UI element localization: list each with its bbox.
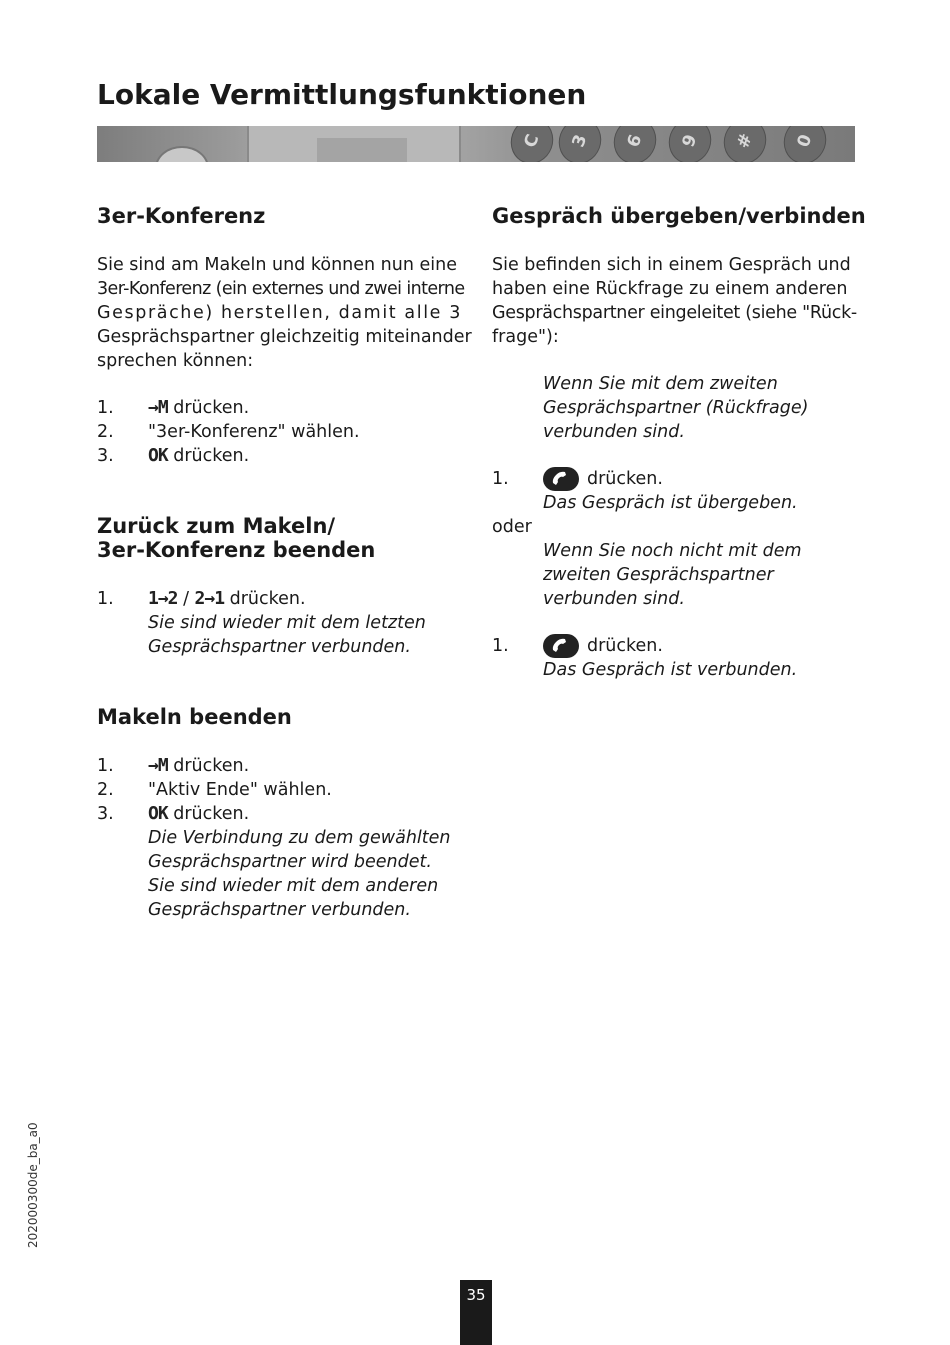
phone-key-9: 9 — [662, 126, 717, 162]
intro-line: Sie befinden sich in einem Gespräch und — [492, 255, 851, 275]
zurueck-step-1 — [148, 587, 306, 611]
step-number: 1. — [492, 469, 509, 489]
case-2-condition — [543, 539, 802, 611]
condition-line: Wenn Sie noch nicht mit dem — [543, 541, 802, 561]
intro-line: Gespräche) herstellen, damit alle 3 — [97, 303, 462, 323]
step-number: 2. — [97, 422, 114, 442]
step-text: drücken. — [167, 756, 250, 776]
document-code: 202000300de_ba_a0 — [26, 1122, 40, 1248]
intro-line: Gesprächspartner gleichzeitig miteinander — [97, 327, 472, 347]
phone-key-3: 3 — [552, 126, 607, 162]
condition-line: verbunden sind. — [543, 422, 685, 442]
konferenz-step-3 — [148, 444, 249, 468]
case-1-condition — [543, 372, 808, 444]
step-text: drücken. — [167, 446, 250, 466]
step-number: 3. — [97, 804, 114, 824]
step-number: 3. — [97, 446, 114, 466]
step-text: drücken. — [167, 398, 250, 418]
result-line: Gesprächspartner wird beendet. — [148, 852, 432, 872]
konferenz-step-2: "3er-Konferenz" wählen. — [148, 422, 360, 442]
beenden-result — [148, 826, 451, 922]
switch-1-2-key-icon: 1→2 — [148, 588, 178, 609]
phone-key-hash: # — [717, 126, 772, 162]
phone-display-detail — [317, 138, 407, 162]
makeln-key-icon: →M — [148, 397, 168, 418]
step-number: 1. — [97, 589, 114, 609]
beenden-step-3 — [148, 802, 249, 826]
page-number: 35 — [460, 1280, 492, 1345]
result-uebergeben: Das Gespräch ist übergeben. — [543, 493, 798, 513]
condition-line: verbunden sind. — [543, 589, 685, 609]
oder-label: oder — [492, 517, 532, 537]
condition-line: Wenn Sie mit dem zweiten — [543, 374, 778, 394]
intro-line: Sie sind am Makeln und können nun eine — [97, 255, 457, 275]
phone-round-button-image — [155, 146, 209, 162]
heading-line: 3er-Konferenz beenden — [97, 538, 376, 562]
beenden-step-1 — [148, 754, 249, 778]
result-verbunden: Das Gespräch ist verbunden. — [543, 660, 798, 680]
phone-key-6: 6 — [607, 126, 662, 162]
heading-line: Zurück zum Makeln/ — [97, 514, 336, 538]
step-text: drücken. — [224, 589, 306, 609]
section-heading-konferenz: 3er-Konferenz — [97, 204, 266, 228]
intro-line: sprechen können: — [97, 351, 254, 371]
uebergeben-step-1 — [543, 467, 663, 491]
step-text: drücken. — [587, 636, 663, 656]
step-number: 2. — [97, 780, 114, 800]
handset-key-icon — [543, 467, 579, 491]
intro-line: 3er-Konferenz (ein externes und zwei interne — [97, 279, 465, 299]
step-text: drücken. — [587, 469, 663, 489]
section-heading-makeln-beenden: Makeln beenden — [97, 705, 292, 729]
intro-line: haben eine Rückfrage zu einem anderen — [492, 279, 848, 299]
result-line: Sie sind wieder mit dem letzten — [148, 613, 426, 633]
uebergeben-intro — [492, 253, 855, 349]
step-text: drücken. — [167, 804, 250, 824]
beenden-step-2: "Aktiv Ende" wählen. — [148, 780, 332, 800]
header-banner-phone-image — [97, 126, 855, 162]
page-title: Lokale Vermittlungsfunktionen — [97, 78, 587, 111]
makeln-key-icon: →M — [148, 755, 168, 776]
condition-line: zweiten Gesprächspartner — [543, 565, 774, 585]
step-number: 1. — [97, 756, 114, 776]
condition-line: Gesprächspartner (Rückfrage) — [543, 398, 809, 418]
section-heading-uebergeben: Gespräch übergeben/verbinden — [492, 204, 866, 228]
verbinden-step-1 — [543, 634, 663, 658]
result-line: Gesprächspartner verbunden. — [148, 900, 411, 920]
step-number: 1. — [492, 636, 509, 656]
result-line: Sie sind wieder mit dem anderen — [148, 876, 439, 896]
phone-key-c: C — [504, 126, 559, 162]
intro-line: frage"): — [492, 327, 559, 347]
zurueck-result — [148, 611, 426, 659]
handset-key-icon — [543, 634, 579, 658]
ok-key-icon: OK — [148, 445, 168, 466]
switch-2-1-key-icon: 2→1 — [194, 588, 225, 609]
result-line: Die Verbindung zu dem gewählten — [148, 828, 451, 848]
konferenz-intro — [97, 253, 472, 373]
separator: / — [177, 589, 195, 609]
step-number: 1. — [97, 398, 114, 418]
ok-key-icon: OK — [148, 803, 168, 824]
section-heading-zurueck — [97, 514, 375, 562]
konferenz-step-1 — [148, 396, 249, 420]
result-line: Gesprächspartner verbunden. — [148, 637, 411, 657]
intro-line: Gesprächspartner eingeleitet (siehe "Rück- — [492, 303, 857, 323]
phone-key-0: 0 — [777, 126, 832, 162]
